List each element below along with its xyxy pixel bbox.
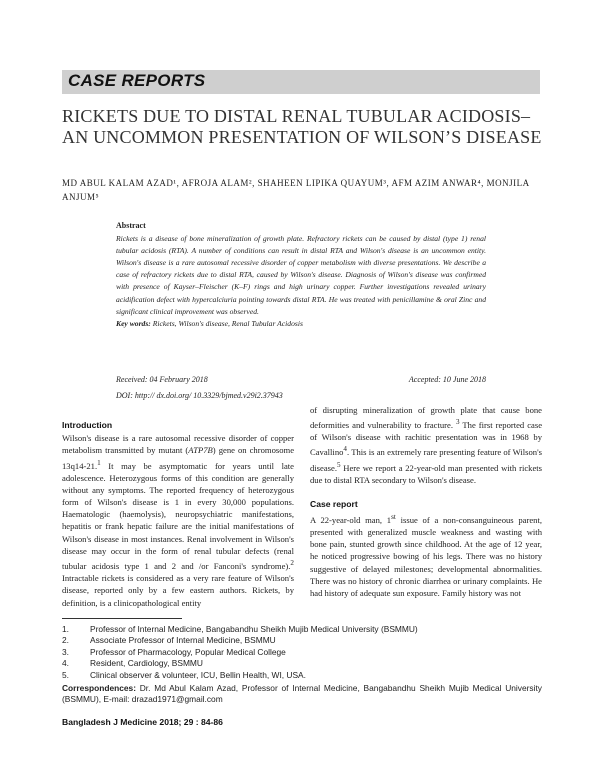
affiliation-footnotes — [62, 624, 542, 681]
footnote-text: Professor of Internal Medicine, Bangabandhu Sheikh Mujib Medical University (BSMMU) — [90, 624, 418, 634]
keywords-label: Key words: — [116, 318, 151, 328]
intro-cont-d: Here we report a 22-year-old man presented with rickets due to distal RTA secondary to Wilson's disease. — [310, 462, 542, 485]
footnote-number: 5. — [62, 669, 69, 680]
footnote-number: 4. — [62, 658, 69, 669]
dates-line — [116, 375, 486, 384]
footnote-text: Resident, Cardiology, BSMMU — [90, 658, 203, 669]
intro-text-b: ) gene on chromosome 13q14-21. — [62, 445, 295, 471]
footnote-item — [62, 647, 542, 658]
citation-ref[interactable]: 1 — [97, 458, 101, 467]
footnote-divider — [62, 618, 182, 619]
article-title: RICKETS DUE TO DISTAL RENAL TUBULAR ACIDOSIS– AN UNCOMMON PRESENTATION OF WILSON’S DISEASE — [62, 106, 542, 147]
introduction-continued — [310, 404, 542, 486]
footnote-item — [62, 670, 542, 681]
journal-citation: Bangladesh J Medicine 2018; 29 : 84-86 — [62, 717, 223, 727]
introduction-heading: Introduction — [62, 420, 113, 430]
author-list: MD ABUL KALAM AZAD¹, AFROJA ALAM², SHAHEEN LIPIKA QUAYUM³, AFM AZIM ANWAR⁴, MONJILA ANJUM⁵ — [62, 178, 530, 202]
column-left — [62, 419, 294, 609]
footnote-item — [62, 624, 542, 635]
footnote-text: Associate Professor of Internal Medicine, BSMMU — [90, 635, 276, 646]
correspondence — [62, 683, 542, 706]
intro-text-c: It may be asymptomatic for years until late adolescence. Heterozygous forms of this condition are generally without any symptoms. The reported frequency of heterozygous form of Wilson's disease is 1 in every 30,000 populations. Haematologic (haemolysis), neuropsychiatric manifestations, hepatitis or frank hepatic failure are the initial manifestations of Wilson's disease in most instances. Renal involvement in Wilson's disease may occur in the form of renal tubular defects (renal tubular acidosis type 1 and 2 and /or Fanconi's syndrome). — [62, 460, 294, 571]
column-right — [310, 404, 542, 599]
intro-cont-c: . This is an extremely rare presenting feature of Wilson's disease. — [310, 447, 542, 473]
footnote-number: 3. — [62, 646, 69, 657]
keywords-text: Rickets, Wilson's disease, Renal Tubular Acidosis — [152, 318, 303, 328]
case-report-paragraph — [310, 511, 542, 599]
ordinal-suffix: st — [391, 513, 396, 521]
case-text-b: issue of a non-consanguineous parent, presented with generalized muscle weakness and wasting with bone pain, stunted growth since childhood. At the age of 12 year, he noticed progressive bowing of his legs. There was no history suggestive of delayed milestones; developmental abnormalities. There was no history of chronic diarrhea or urinary complaints. He had history of adequate sun exposure. Family history was not — [310, 514, 542, 599]
intro-cont-a: of disrupting mineralization of growth plate that cause bone deformities and vulnerability to fracture. — [310, 405, 542, 431]
case-text-a: A 22-year-old man, 1 — [310, 514, 392, 525]
doi-link[interactable]: DOI: http:// dx.doi.org/ 10.3329/bjmed.v29i2.37943 — [116, 391, 283, 400]
received-date: Received: 04 February 2018 — [116, 375, 208, 384]
citation-ref[interactable]: 3 — [455, 418, 460, 427]
case-report-heading: Case report — [310, 498, 358, 509]
accepted-date: Accepted: 10 June 2018 — [408, 375, 486, 384]
abstract-heading: Abstract — [116, 221, 146, 230]
section-banner — [62, 70, 540, 94]
footnote-text: Clinical observer & volunteer, ICU, Bellin Health, WI, USA. — [90, 669, 306, 680]
intro-text-d: Intractable rickets is considered as a very rare feature of Wilson's disease, reported only by a few eastern authors. Rickets, by definition, is a clinicopathological entity — [62, 573, 294, 608]
footnote-number: 1. — [62, 624, 69, 634]
abstract-text: Rickets is a disease of bone mineralization of growth plate. Refractory rickets can be caused by distal (type 1) renal tubular acidosis (RTA). A number of conditions can result in distal RTA and Wilson's disease is an uncommon entity. Wilson's disease is a rare autosomal recessive disorder of copper metabolism with diverse presentations. We describe a case of refractory rickets due to distal RTA, caused by Wilson's disease. Diagnosis of Wilson's disease was confirmed with presence of Kayser–Fleischer (K–F) rings and high urinary copper. Further investigations revealed urinary acidification defect with hypercalciuria pointing towards distal RTA. He was treated with penicillamine & oral Zinc and significant clinical improvement was observed. — [116, 234, 486, 316]
section-banner-label: CASE REPORTS — [68, 71, 206, 90]
footnote-item — [62, 658, 542, 669]
gene-name: ATP7B — [188, 445, 213, 456]
citation-ref[interactable]: 2 — [290, 559, 294, 568]
intro-cont-b: The first reported case of Wilson's disease with rachitic presentation was in 1968 by Cavallino — [310, 420, 543, 458]
keywords-line — [116, 318, 486, 330]
footnote-number: 2. — [62, 635, 69, 646]
intro-text-a: Wilson's disease is a rare autosomal recessive disorder of copper metabolism transmitted by mutant ( — [62, 433, 294, 456]
introduction-paragraph — [62, 432, 294, 609]
correspondence-label: Correspondences: — [62, 683, 136, 693]
citation-ref[interactable]: 4 — [343, 445, 347, 454]
footnote-item — [62, 635, 542, 646]
footnote-text: Professor of Pharmacology, Popular Medical College — [90, 646, 286, 657]
correspondence-text: Dr. Md Abul Kalam Azad, Professor of Internal Medicine, Bangabandhu Sheikh Mujib Medical University (BSMMU), E-mail: drazad1971@gmail.com — [62, 683, 542, 705]
citation-ref[interactable]: 5 — [336, 460, 341, 469]
abstract-block — [116, 220, 486, 330]
